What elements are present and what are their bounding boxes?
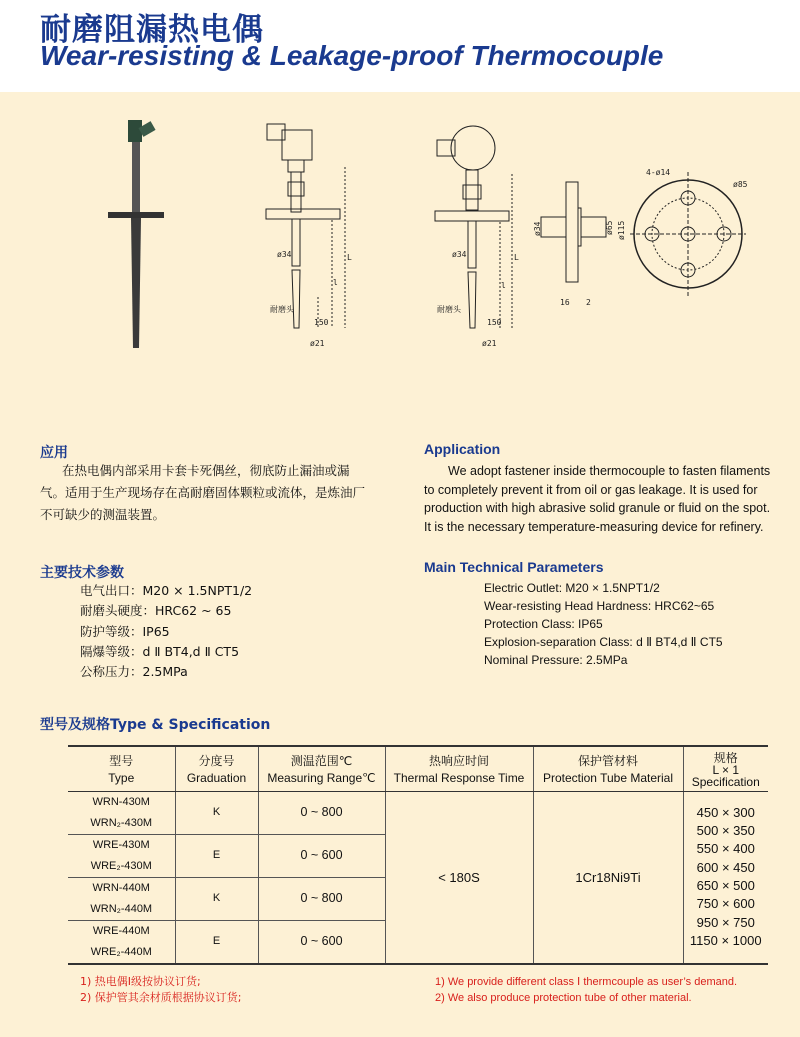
text-line: We adopt fastener inside thermocouple to fasten filaments [448,464,771,478]
cell-text: L × 1 [712,762,740,777]
table-cell: E [175,834,258,877]
dim-d34: ø34 [277,250,292,259]
param-item: Explosion-separation Class: d Ⅱ BT4,d Ⅱ CT5 [484,635,723,649]
cell-text: WRN₂-430M [90,816,153,829]
cell-text: Specification [691,774,760,789]
cell-text: 650 × 500 [696,878,755,893]
dim-L: L [514,253,519,262]
params-cn-heading: 主要技术参数 [40,565,124,581]
dim-d34: ø34 [452,250,467,259]
drawing-flange-side [541,182,606,282]
cell-text: WRE-440M [92,924,150,937]
cell-text: Graduation [186,770,247,785]
params-cn-list [80,581,252,682]
table-header-row [68,746,768,791]
cell-text: Protection Tube Material [542,770,674,785]
table-cell: K [175,791,258,834]
param-item: 公称压力：2.5MPa [80,664,188,680]
cell-text: 型号 [109,753,134,768]
table-cell: E [175,920,258,964]
param-item: 耐磨头硬度：HRC62 ~ 65 [80,603,232,619]
text-line: 气。适用于生产现场存在高耐磨固体颗粒或流体，是炼油厂 [40,485,366,500]
notes-cn [80,974,242,1006]
dim-d115: ø115 [617,220,626,240]
table-cell [68,877,175,920]
cell-text: 规格 [713,750,738,765]
cell-text: 550 × 400 [696,841,755,857]
dim-L: L [347,253,352,262]
cell-text: WRN-440M [92,881,150,894]
table-cell [68,791,175,834]
cell-text: WRN₂-440M [90,902,153,915]
param-item: Electric Outlet: M20 × 1.5NPT1/2 [484,581,660,595]
text-line: to completely prevent it from oil or gas leakage. It is used for [424,482,758,497]
table-row [68,791,768,834]
dim-d65: ø65 [605,220,614,235]
table-cell: K [175,877,258,920]
application-en-text [424,462,784,536]
cell-text: 500 × 350 [696,823,755,839]
notes-en [435,974,737,1006]
table-cell: 0 ~ 600 [258,834,385,877]
title-cn: 耐磨阻漏热电偶 [40,12,264,48]
header-range [258,746,385,791]
header-type [68,746,175,791]
title-en: Wear-resisting & Leakage-proof Thermocouple [40,40,664,71]
text-line: production with high abrasive solid granule or fluid on the spot. [424,501,771,515]
dim-2: 2 [586,298,591,307]
cell-text: 950 × 750 [696,914,755,930]
dim-d21: ø21 [310,339,325,348]
param-item: 防护等级：IP65 [80,623,170,639]
table-cell: 0 ~ 800 [258,791,385,834]
text-line: It is the necessary temperature-measuring device for refinery. [424,519,764,534]
dim-150: 150 [314,318,329,327]
cell-text: WRE-430M [92,838,150,851]
label-wear-head: 耐磨头 [270,305,294,314]
table-cell [68,834,175,877]
dim-16: 16 [560,298,570,307]
header [0,0,800,92]
cell-text: 测温范围℃ [290,753,353,768]
param-item: Nominal Pressure: 2.5MPa [484,653,628,667]
product-drawings [0,110,800,360]
spec-table [68,745,768,965]
params-en-list [484,579,723,669]
drawing-flange-front [630,172,746,296]
note-item: 1) We provide different class Ⅰ thermcouple as user’s demand. [435,976,738,988]
text-line: 不可缺少的测温装置。 [40,507,166,522]
params-en-heading: Main Technical Parameters [424,559,604,575]
cell-text: WRE₂-440M [90,945,152,958]
text-line: 在热电偶内部采用卡套卡死偶丝，彻底防止漏油或漏 [62,463,350,478]
param-item: 电气出口：M20 × 1.5NPT1/2 [80,583,253,598]
param-item: Protection Class: IP65 [484,617,603,631]
note-item: 1) 热电偶Ⅰ级按协议订货; [80,975,201,988]
dim-d21: ø21 [482,339,497,348]
table-cell: 0 ~ 600 [258,920,385,964]
header-material [533,746,683,791]
dim-d34: ø34 [533,221,542,236]
cell-text: 1150 × 1000 [689,932,762,948]
cell-text: Thermal Response Time [393,770,525,785]
application-en-heading: Application [424,441,501,457]
cell-text: Measuring Range℃ [267,770,376,785]
cell-text: Type [108,770,135,785]
dim-l: l [333,278,338,287]
dim-holes: 4-ø14 [646,168,671,177]
table-cell: 0 ~ 800 [258,877,385,920]
cell-text: 450 × 300 [696,804,755,820]
cell-text: WRN-430M [92,795,150,808]
cell-text: 分度号 [198,753,235,768]
drawing-side-view-1 [266,124,345,328]
spec-heading: 型号及规格Type & Specification [40,717,271,733]
header-graduation [175,746,258,791]
note-item: 2) 保护管其余材质根据协议订货; [80,991,242,1004]
table-cell [68,920,175,964]
label-wear-head: 耐磨头 [437,305,461,314]
cell-text: 保护管材料 [577,753,638,768]
cell-text: 600 × 450 [696,859,755,875]
response-time: < 180S [385,791,533,964]
param-item: 隔爆等级：d Ⅱ BT4,d Ⅱ CT5 [80,643,240,659]
cell-text: 750 × 600 [696,896,755,912]
dim-150: 150 [487,318,502,327]
dim-l: l [501,281,506,290]
spec-list [683,791,768,964]
material: 1Cr18Ni9Ti [533,791,683,964]
header-spec [683,746,768,791]
note-item: 2) We also produce protection tube of other material. [435,992,692,1004]
application-cn-heading: 应用 [40,445,68,461]
application-cn-text [40,460,390,526]
dim-d85: ø85 [733,180,748,189]
cell-text: WRE₂-430M [90,859,152,872]
header-response [385,746,533,791]
drawing-side-view-2 [435,126,512,328]
product-photo [108,120,164,348]
param-item: Wear-resisting Head Hardness: HRC62~65 [484,599,715,613]
cell-text: 热响应时间 [428,753,489,768]
